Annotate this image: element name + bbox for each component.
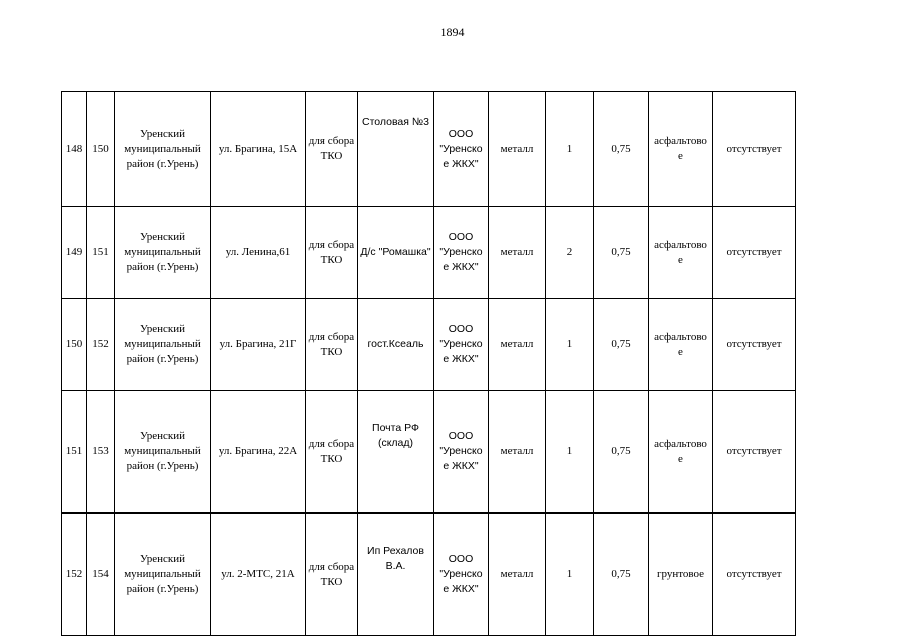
row-index: 151: [62, 391, 87, 514]
address-cell: ул. Ленина,61: [211, 207, 306, 299]
surface-cell: грунтовое: [649, 513, 713, 636]
district-cell: Уренский муниципальный район (г.Урень): [115, 207, 211, 299]
material-cell: металл: [489, 513, 546, 636]
site-number: 154: [87, 513, 115, 636]
volume-cell: 0,75: [594, 391, 649, 514]
fence-cell: отсутствует: [713, 391, 796, 514]
purpose-cell: для сбора ТКО: [306, 299, 358, 391]
source-cell: Почта РФ (склад): [358, 391, 434, 514]
site-number: 151: [87, 207, 115, 299]
district-cell: Уренский муниципальный район (г.Урень): [115, 391, 211, 514]
source-cell: Ип Рехалов В.А.: [358, 513, 434, 636]
fence-cell: отсутствует: [713, 92, 796, 207]
purpose-cell: для сбора ТКО: [306, 391, 358, 514]
operator-cell: ООО "Уренско е ЖКХ": [434, 92, 489, 207]
district-cell: Уренский муниципальный район (г.Урень): [115, 92, 211, 207]
volume-cell: 0,75: [594, 299, 649, 391]
table-row: [62, 513, 796, 636]
volume-cell: 0,75: [594, 513, 649, 636]
row-index: 149: [62, 207, 87, 299]
purpose-cell: для сбора ТКО: [306, 207, 358, 299]
address-cell: ул. Брагина, 22А: [211, 391, 306, 514]
fence-cell: отсутствует: [713, 299, 796, 391]
row-index: 150: [62, 299, 87, 391]
volume-cell: 0,75: [594, 92, 649, 207]
surface-cell: асфальтово е: [649, 207, 713, 299]
address-cell: ул. Брагина, 15А: [211, 92, 306, 207]
purpose-cell: для сбора ТКО: [306, 513, 358, 636]
material-cell: металл: [489, 207, 546, 299]
material-cell: металл: [489, 299, 546, 391]
source-cell: Столовая №3: [358, 92, 434, 207]
page-number: 1894: [440, 25, 465, 39]
count-cell: 2: [546, 207, 594, 299]
operator-cell: ООО "Уренско е ЖКХ": [434, 513, 489, 636]
district-cell: Уренский муниципальный район (г.Урень): [115, 299, 211, 391]
count-cell: 1: [546, 92, 594, 207]
purpose-cell: для сбора ТКО: [306, 92, 358, 207]
operator-cell: ООО "Уренско е ЖКХ": [434, 391, 489, 514]
material-cell: металл: [489, 92, 546, 207]
count-cell: 1: [546, 299, 594, 391]
address-cell: ул. 2-МТС, 21А: [211, 513, 306, 636]
site-number: 150: [87, 92, 115, 207]
site-number: 152: [87, 299, 115, 391]
operator-cell: ООО "Уренско е ЖКХ": [434, 207, 489, 299]
surface-cell: асфальтово е: [649, 92, 713, 207]
count-cell: 1: [546, 391, 594, 514]
registry-table: [61, 91, 796, 636]
site-number: 153: [87, 391, 115, 514]
row-index: 148: [62, 92, 87, 207]
surface-cell: асфальтово е: [649, 299, 713, 391]
material-cell: металл: [489, 391, 546, 514]
volume-cell: 0,75: [594, 207, 649, 299]
fence-cell: отсутствует: [713, 207, 796, 299]
table-row: [62, 299, 796, 391]
district-cell: Уренский муниципальный район (г.Урень): [115, 513, 211, 636]
surface-cell: асфальтово е: [649, 391, 713, 514]
address-cell: ул. Брагина, 21Г: [211, 299, 306, 391]
count-cell: 1: [546, 513, 594, 636]
table-row: [62, 391, 796, 514]
table-row: [62, 207, 796, 299]
fence-cell: отсутствует: [713, 513, 796, 636]
row-index: 152: [62, 513, 87, 636]
operator-cell: ООО "Уренско е ЖКХ": [434, 299, 489, 391]
table-row: [62, 92, 796, 207]
source-cell: Д/с "Ромашка": [358, 207, 434, 299]
source-cell: гост.Ксеаль: [358, 299, 434, 391]
